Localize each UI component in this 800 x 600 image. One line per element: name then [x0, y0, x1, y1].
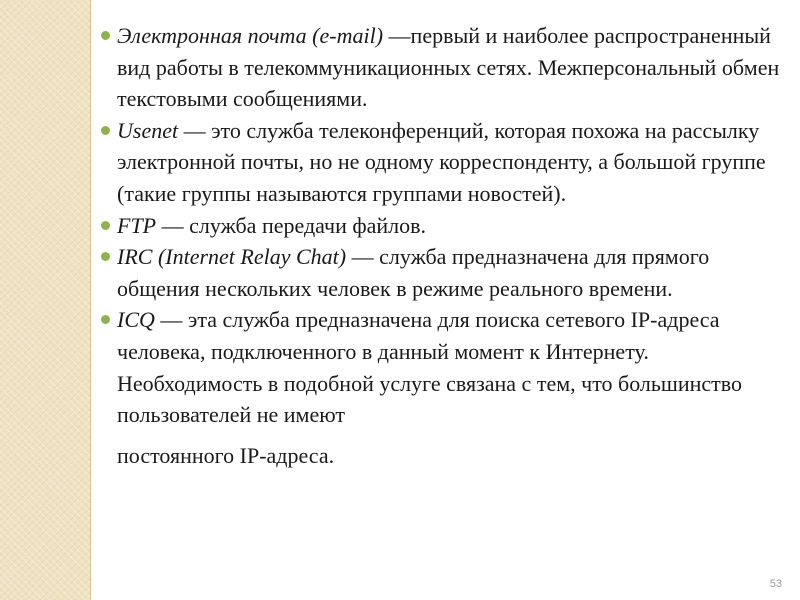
- description-email: —первый и наиболее распространенный вид работы в телекоммуникационных сетях. Межперсональный обмен текстовыми сообщениями.: [117, 23, 780, 112]
- list-item-irc: [100, 241, 780, 304]
- description-icq: — эта служба предназначена для поиска сетевого IP-адреса человека, подключенного в данный момент к Интернету. Необходимость в подобной услуге связана с тем, что большинство пользователей не имеют: [117, 307, 743, 428]
- description-irc: — служба предназначена для прямого общения нескольких человек в режиме реального времени.: [117, 244, 710, 301]
- term-usenet: Usenet: [117, 117, 179, 143]
- list-item-usenet: [100, 115, 780, 210]
- decorative-left-band: [0, 0, 90, 600]
- list-item-ftp: [100, 210, 780, 242]
- term-icq: ICQ: [117, 307, 155, 333]
- bullet-dot-icon: [101, 126, 110, 135]
- term-email: Электронная почта (e-mail): [117, 23, 384, 48]
- term-irc: IRC (Internet Relay Chat): [117, 244, 347, 270]
- slide-content: [100, 20, 780, 471]
- description-usenet: — это служба телеконференций, которая похожа на рассылку электронной почты, но не одному корреспонденту, а большой группе (такие группы называются группами новостей).: [117, 117, 766, 206]
- list-item-icq: [100, 304, 780, 471]
- term-ftp: FTP: [117, 212, 157, 238]
- left-band-edge: [90, 0, 91, 600]
- bullet-dot-icon: [101, 315, 110, 324]
- list-item-email: [100, 20, 780, 115]
- bullet-dot-icon: [101, 221, 110, 230]
- bullet-dot-icon: [101, 31, 110, 40]
- description-icq-last-line: постоянного IP-адреса.: [117, 442, 335, 468]
- page-number: 53: [769, 578, 782, 590]
- bullet-dot-icon: [101, 252, 110, 261]
- description-ftp: — служба передачи файлов.: [156, 212, 427, 238]
